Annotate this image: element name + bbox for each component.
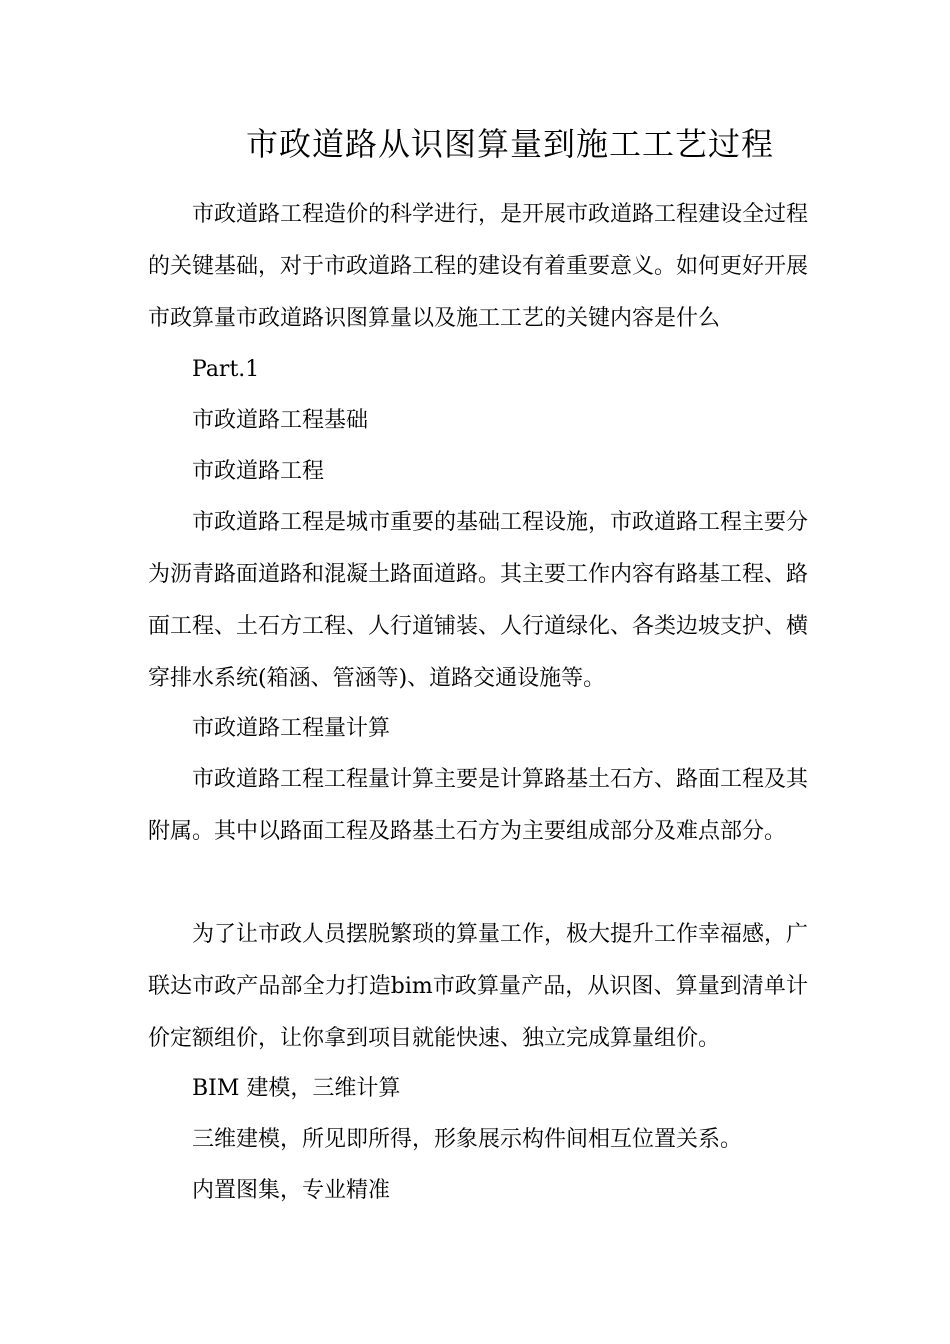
subheading-quantity-calculation: 市政道路工程量计算 xyxy=(192,716,391,741)
paragraph-3d-modeling: 三维建模，所见即所得，形象展示构件间相互位置关系。 xyxy=(192,1127,743,1152)
subheading-built-in-atlas: 内置图集，专业精准 xyxy=(192,1178,391,1203)
paragraph-intro: 市政道路工程造价的科学进行，是开展市政道路工程建设全过程的关键基础，对于市政道路工程的建设有着重要意义。如何更好开展市政算量市政道路识图算量以及施工工艺的关键内容是什么 xyxy=(148,202,809,331)
section-label-part1: Part.1 xyxy=(192,357,260,382)
paragraph-quantity-calculation: 市政道路工程工程量计算主要是计算路基土石方、路面工程及其附属。其中以路面工程及路基土石方为主要组成部分及难点部分。 xyxy=(148,767,809,844)
section-heading-basics: 市政道路工程基础 xyxy=(192,408,369,433)
paragraph-road-engineering: 市政道路工程是城市重要的基础工程设施，市政道路工程主要分为沥青路面道路和混凝土路面道路。其主要工作内容有路基工程、路面工程、土石方工程、人行道铺装、人行道绿化、各类边坡支护、横穿排水系统(箱涵、管涵等)、道路交通设施等。 xyxy=(148,510,809,691)
paragraph-product-intro: 为了让市政人员摆脱繁琐的算量工作，极大提升工作幸福感，广联达市政产品部全力打造bim市政算量产品，从识图、算量到清单计价定额组价，让你拿到项目就能快速、独立完成算量组价。 xyxy=(148,922,809,1051)
subheading-road-engineering: 市政道路工程 xyxy=(192,459,325,484)
document-title: 市政道路从识图算量到施工工艺过程 xyxy=(245,125,774,163)
subheading-bim-modeling: BIM 建模，三维计算 xyxy=(192,1076,401,1101)
